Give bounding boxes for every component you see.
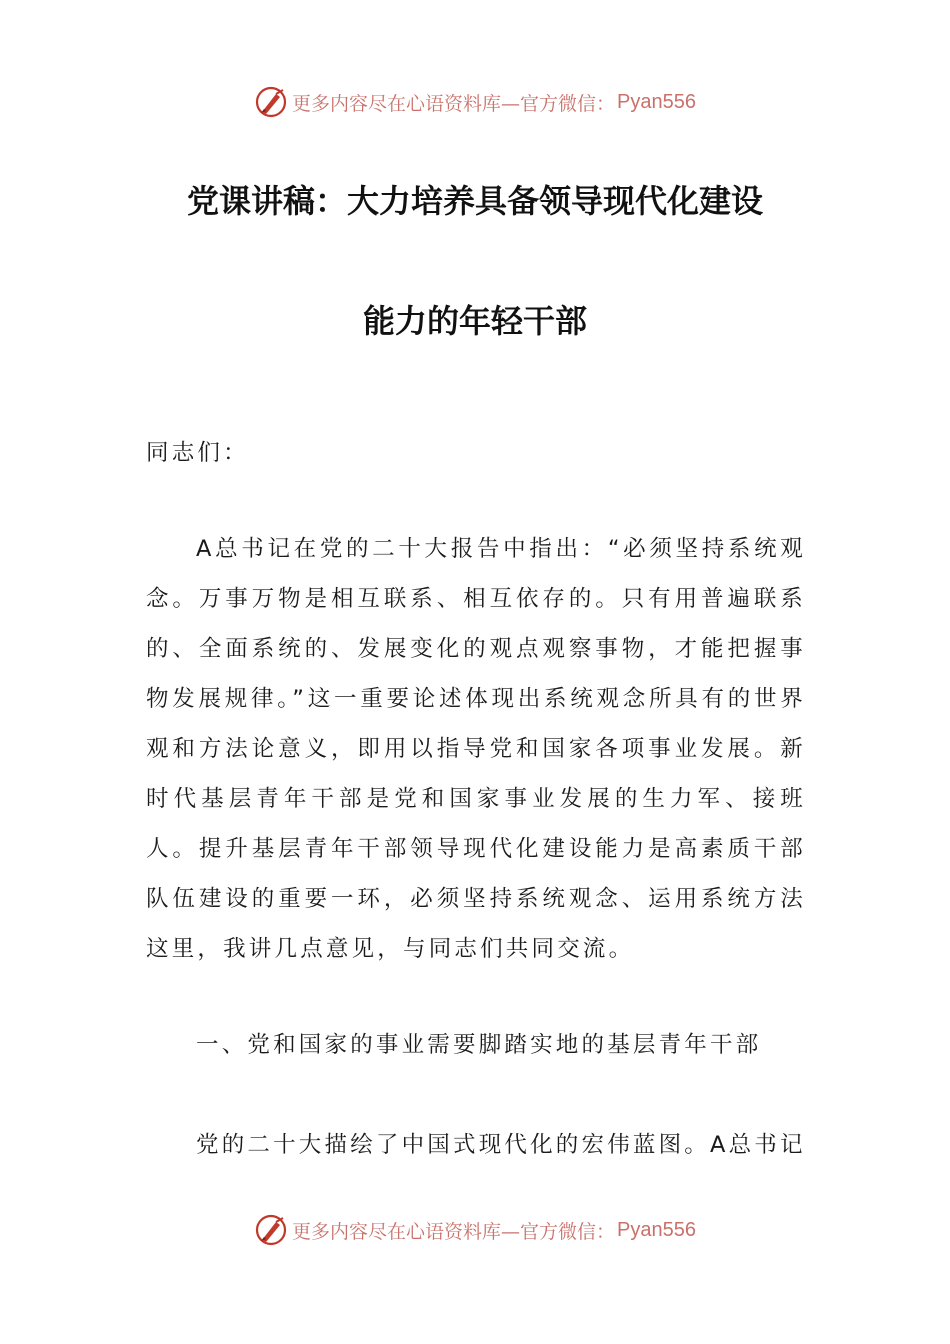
watermark-banner-top <box>0 82 950 122</box>
watermark-banner-bottom <box>0 1210 950 1250</box>
document-title-line1: 党课讲稿：大力培养具备领导现代化建设 <box>186 182 763 220</box>
section-heading-1: 一、党和国家的事业需要脚踏实地的基层青年干部 <box>196 1032 762 1058</box>
pen-nib-logo-icon <box>254 1213 288 1247</box>
paragraph-2: 党的二十大描绘了中国式现代化的宏伟蓝图。A总书记 <box>196 1132 806 1158</box>
watermark-handle: Pyan556 <box>617 90 696 113</box>
greeting: 同志们： <box>146 440 249 466</box>
watermark-handle: Pyan556 <box>617 1218 696 1241</box>
paragraph-1: A总书记在党的二十大报告中指出：“必须坚持系统观念。万事万物是相互联系、相互依存的。只有用普遍联系的、全面系统的、发展变化的观点观察事物，才能把握事物发展规律。”这一重要论述体现出系统观念所具有的世界观和方法论意义，即用以指导党和国家各项事业发展。新时代基层青年干部是党和国家事业发展的生力军、接班人。提升基层青年干部领导现代化建设能力是高素质干部队伍建设的重要一环，必须坚持系统观念、运用系统方法这里，我讲几点意见，与同志们共同交流。 <box>146 536 806 962</box>
pen-nib-logo-icon <box>254 85 288 119</box>
document-title-line2: 能力的年轻干部 <box>362 302 587 340</box>
watermark-text: 更多内容尽在心语资料库—官方微信： <box>292 1220 616 1243</box>
watermark-text: 更多内容尽在心语资料库—官方微信： <box>292 92 616 115</box>
